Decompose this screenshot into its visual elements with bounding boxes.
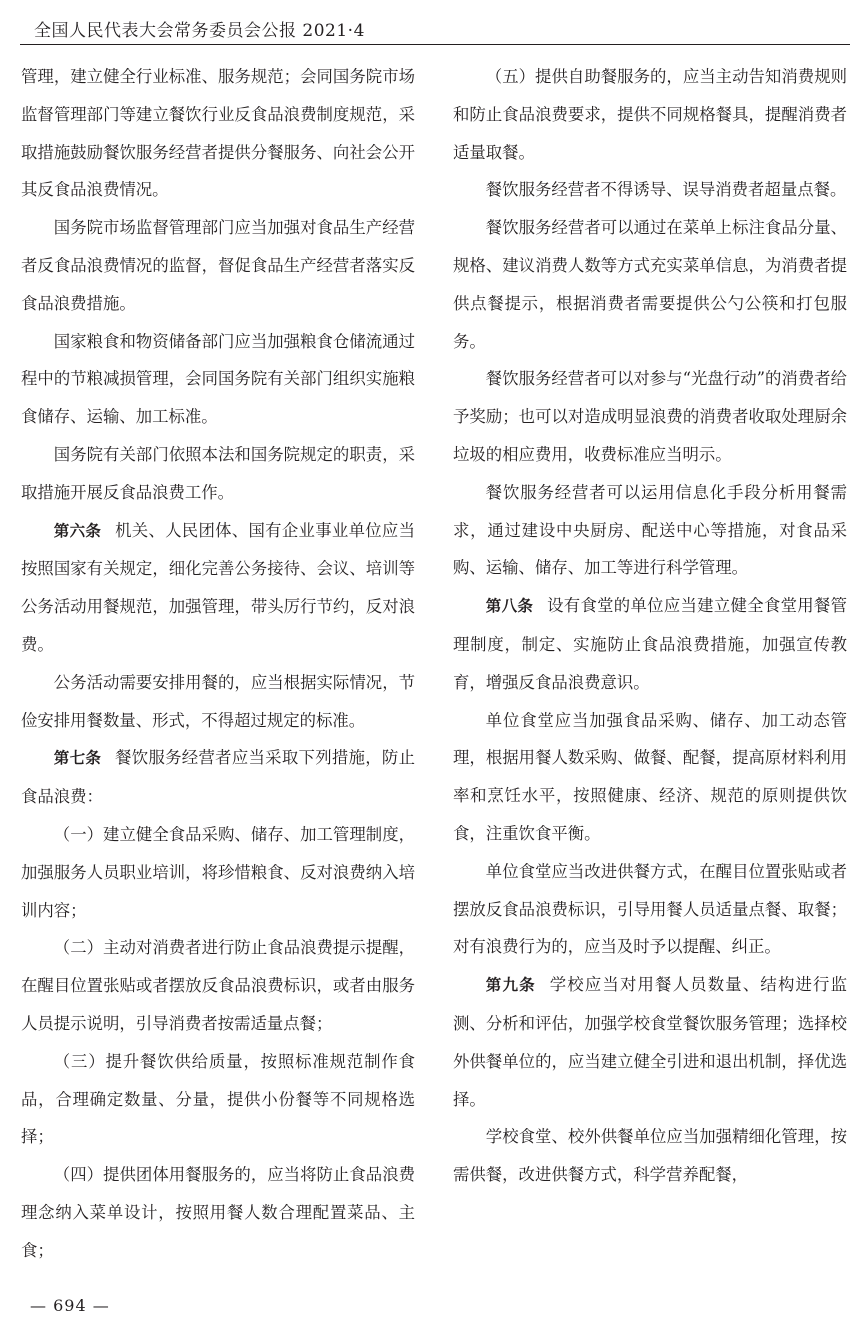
paragraph-text: 国务院有关部门依照本法和国务院规定的职责，采取措施开展反食品浪费工作。 [21, 444, 415, 502]
paragraph-text: 机关、人民团体、国有企业事业单位应当按照国家有关规定，细化完善公务接待、会议、培训等公务活动用餐规范，加强管理，带头厉行节约，反对浪费。 [21, 520, 415, 654]
paragraph [453, 966, 847, 1118]
paragraph [453, 58, 847, 171]
paragraph [453, 702, 847, 853]
right-column [453, 58, 847, 1194]
paragraph-text: （五）提供自助餐服务的，应当主动告知消费规则和防止食品浪费要求，提供不同规格餐具，提醒消费者适量取餐。 [453, 67, 847, 162]
paragraph [453, 1118, 847, 1194]
paragraph-text: 学校食堂、校外供餐单位应当加强精细化管理，按需供餐，改进供餐方式，科学营养配餐， [453, 1127, 847, 1185]
paragraph [21, 209, 415, 322]
paragraph-text: 餐饮服务经营者不得诱导、误导消费者超量点餐。 [485, 180, 847, 200]
paragraph [453, 474, 847, 587]
paragraph [21, 323, 415, 436]
paragraph-text: （三）提升餐饮供给质量，按照标准规范制作食品，合理确定数量、分量，提供小份餐等不同规格选择； [21, 1051, 415, 1147]
paragraph [453, 209, 847, 360]
paragraph-text: 学校应当对用餐人员数量、结构进行监测、分析和评估，加强学校食堂餐饮服务管理；选择校外供餐单位的，应当建立健全引进和退出机制，择优选择。 [453, 975, 847, 1109]
paragraph-text: 餐饮服务经营者可以对参与“光盘行动”的消费者给予奖励；也可以对造成明显浪费的消费者收取处理厨余垃圾的相应费用，收费标准应当明示。 [453, 369, 847, 464]
page-header [20, 0, 850, 45]
paragraph [21, 1043, 415, 1156]
paragraph [453, 171, 847, 209]
paragraph [453, 587, 847, 701]
article-number: 第八条 [485, 597, 534, 616]
paragraph [21, 816, 415, 929]
paragraph [21, 1156, 415, 1269]
paragraph [21, 436, 415, 512]
article-number: 第七条 [53, 749, 102, 768]
paragraph-text: 餐饮服务经营者可以通过在菜单上标注食品分量、规格、建议消费人数等方式充实菜单信息，为消费者提供点餐提示，根据消费者需要提供公勺公筷和打包服务。 [453, 218, 847, 351]
article-number: 第六条 [53, 521, 102, 540]
left-column [21, 58, 415, 1270]
paragraph-text: 单位食堂应当改进供餐方式，在醒目位置张贴或者摆放反食品浪费标识，引导用餐人员适量点餐、取餐；对有浪费行为的，应当及时予以提醒、纠正。 [453, 861, 847, 957]
paragraph [21, 512, 415, 664]
paragraph-text: 国务院市场监督管理部门应当加强对食品生产经营者反食品浪费情况的监督，督促食品生产经营者落实反食品浪费措施。 [21, 218, 415, 313]
paragraph [21, 739, 415, 816]
paragraph [21, 664, 415, 740]
paragraph [453, 853, 847, 966]
paragraph-text: 公务活动需要安排用餐的，应当根据实际情况，节俭安排用餐数量、形式，不得超过规定的标准。 [21, 672, 415, 730]
paragraph-text: （二）主动对消费者进行防止食品浪费提示提醒，在醒目位置张贴或者摆放反食品浪费标识，或者由服务人员提示说明，引导消费者按需适量点餐； [21, 938, 415, 1033]
paragraph-text: 单位食堂应当加强食品采购、储存、加工动态管理，根据用餐人数采购、做餐、配餐，提高原材料利用率和烹饪水平，按照健康、经济、规范的原则提供饮食，注重饮食平衡。 [453, 710, 847, 843]
page-number: — 694 — [30, 1296, 110, 1315]
paragraph-text: （一）建立健全食品采购、储存、加工管理制度，加强服务人员职业培训，将珍惜粮食、反对浪费纳入培训内容； [21, 824, 415, 920]
paragraph-text: 管理，建立健全行业标准、服务规范；会同国务院市场监督管理部门等建立餐饮行业反食品浪费制度规范，采取措施鼓励餐饮服务经营者提供分餐服务、向社会公开其反食品浪费情况。 [21, 67, 415, 200]
paragraph [453, 360, 847, 473]
article-number: 第九条 [485, 976, 536, 995]
paragraph [21, 58, 415, 209]
paragraph-text: 国家粮食和物资储备部门应当加强粮食仓储流通过程中的节粮减损管理，会同国务院有关部门组织实施粮食储存、运输、加工标准。 [21, 331, 415, 427]
paragraph-text: 设有食堂的单位应当建立健全食堂用餐管理制度，制定、实施防止食品浪费措施，加强宣传教育，增强反食品浪费意识。 [453, 596, 847, 692]
paragraph-text: 餐饮服务经营者应当采取下列措施，防止食品浪费： [21, 748, 415, 807]
paragraph-text: （四）提供团体用餐服务的，应当将防止食品浪费理念纳入菜单设计，按照用餐人数合理配置菜品、主食； [21, 1165, 415, 1260]
paragraph [21, 929, 415, 1042]
gazette-title: 全国人民代表大会常务委员会公报 2021·4 [34, 21, 365, 41]
paragraph-text: 餐饮服务经营者可以运用信息化手段分析用餐需求，通过建设中央厨房、配送中心等措施，对食品采购、运输、储存、加工等进行科学管理。 [453, 482, 847, 578]
